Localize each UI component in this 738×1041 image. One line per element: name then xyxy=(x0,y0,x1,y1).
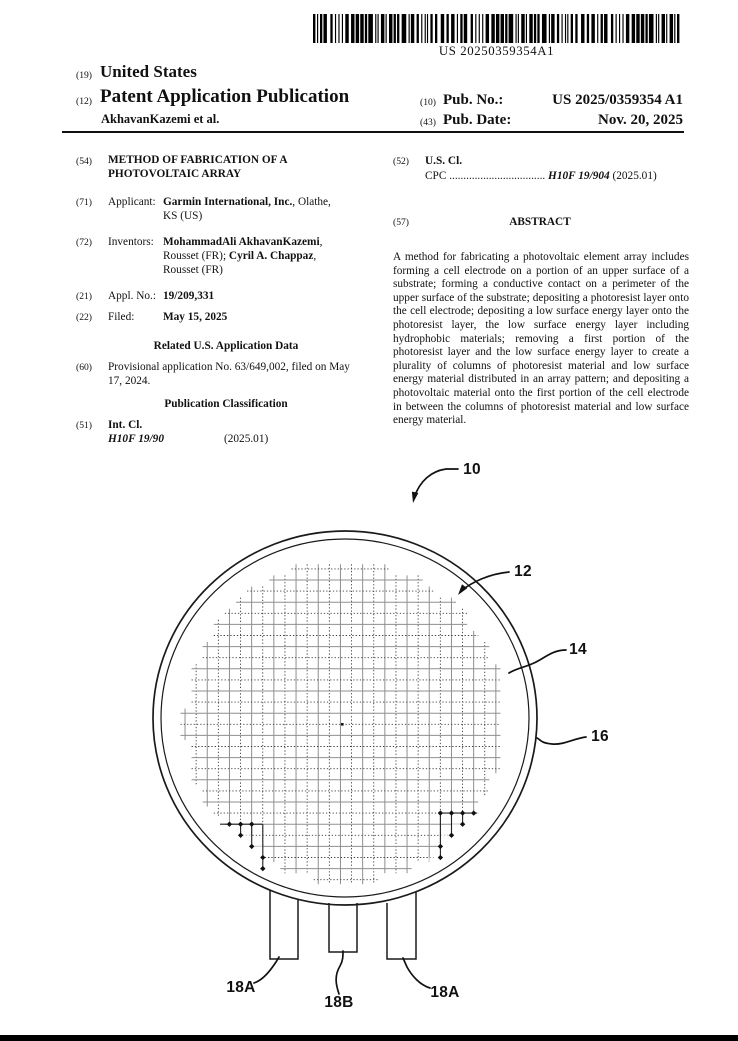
filed-code: (22) xyxy=(76,312,92,323)
figure-ref-12: 12 xyxy=(514,563,532,580)
publication-number: US 2025/0359354 A1 xyxy=(552,92,683,108)
pub-type: Patent Application Publication xyxy=(100,86,350,107)
filed-value: May 15, 2025 xyxy=(163,311,228,323)
inventors-line1: MohammadAli AkhavanKazemi, xyxy=(163,236,323,248)
provisional-code: (60) xyxy=(76,362,92,373)
int-cl-class: H10F 19/90 xyxy=(108,433,164,445)
int-cl-version: (2025.01) xyxy=(224,433,269,445)
applicant-label: Applicant: xyxy=(108,196,156,208)
classification-heading: Publication Classification xyxy=(164,398,288,410)
figure-ref-18a-left: 18A xyxy=(226,979,256,996)
page-bottom-edge xyxy=(0,1035,738,1041)
us-cl-code: (52) xyxy=(393,156,409,167)
inventors-short: AkhavanKazemi et al. xyxy=(101,112,220,126)
int-cl-label: Int. Cl. xyxy=(108,419,143,431)
applicant-code: (71) xyxy=(76,197,92,208)
appl-no-label: Appl. No.: xyxy=(108,290,157,302)
filed-label: Filed: xyxy=(108,311,135,323)
provisional-line1: Provisional application No. 63/649,002, filed on May xyxy=(108,361,350,373)
inventors-line2: Rousset (FR); Cyril A. Chappaz, xyxy=(163,250,317,262)
figure-ref-18b: 18B xyxy=(324,994,354,1011)
pub-date-code: (43) xyxy=(420,117,436,128)
figure-ref-18a-right: 18A xyxy=(430,984,460,1001)
pub-no-code: (10) xyxy=(420,97,436,108)
barcode-number: US 20250359354A1 xyxy=(438,44,555,58)
inventors-line3: Rousset (FR) xyxy=(163,264,223,276)
figure-ref-10: 10 xyxy=(463,461,481,478)
inventors-label: Inventors: xyxy=(108,236,154,248)
invention-title-line1: METHOD OF FABRICATION OF A xyxy=(108,154,288,166)
country-name: United States xyxy=(100,62,197,81)
abstract-text: A method for fabricating a photovoltaic element array includes forming a cell electrode on a portion of an upper surface of a substrate; forming a conductive contact on a perimeter of the upper surface of the substrate; depositing a photoresist layer onto the cell electrode; depositing a low surface energy layer onto the photoresist layer, the low surface energy layer including hydrophobic materials; removing a first portion of the photoresist layer and the low surface energy layer to create a plurality of columns of photoresist material and low surface energy material distributed in an array pattern; and depositing a photovoltaic material onto the first portion of the cell electrode in between the columns of photoresist material and low surface energy material. xyxy=(393,251,689,427)
cpc-line: CPC .................................. H10F 19/904 (2025.01) xyxy=(425,170,657,182)
provisional-line2: 17, 2024. xyxy=(108,375,151,387)
us-cl-label: U.S. Cl. xyxy=(425,155,463,167)
publication-date: Nov. 20, 2025 xyxy=(597,112,683,128)
applicant-line1: Garmin International, Inc., Olathe, xyxy=(163,196,331,208)
pub-type-code: (12) xyxy=(76,96,92,107)
invention-title-line2: PHOTOVOLTAIC ARRAY xyxy=(108,168,242,180)
abstract-code: (57) xyxy=(393,217,409,228)
pub-no-label: Pub. No.: xyxy=(443,92,504,108)
inventors-code: (72) xyxy=(76,237,92,248)
applicant-line2: KS (US) xyxy=(163,210,203,222)
figure-ref-14: 14 xyxy=(569,641,587,658)
appl-no-value: 19/209,331 xyxy=(163,290,215,302)
int-cl-code: (51) xyxy=(76,420,92,431)
title-code: (54) xyxy=(76,156,92,167)
pub-date-label: Pub. Date: xyxy=(443,112,512,128)
appl-no-code: (21) xyxy=(76,291,92,302)
abstract-heading: ABSTRACT xyxy=(509,216,571,228)
figure-ref-16: 16 xyxy=(591,728,609,745)
country-code: (19) xyxy=(76,70,92,81)
related-data-heading: Related U.S. Application Data xyxy=(153,340,299,352)
